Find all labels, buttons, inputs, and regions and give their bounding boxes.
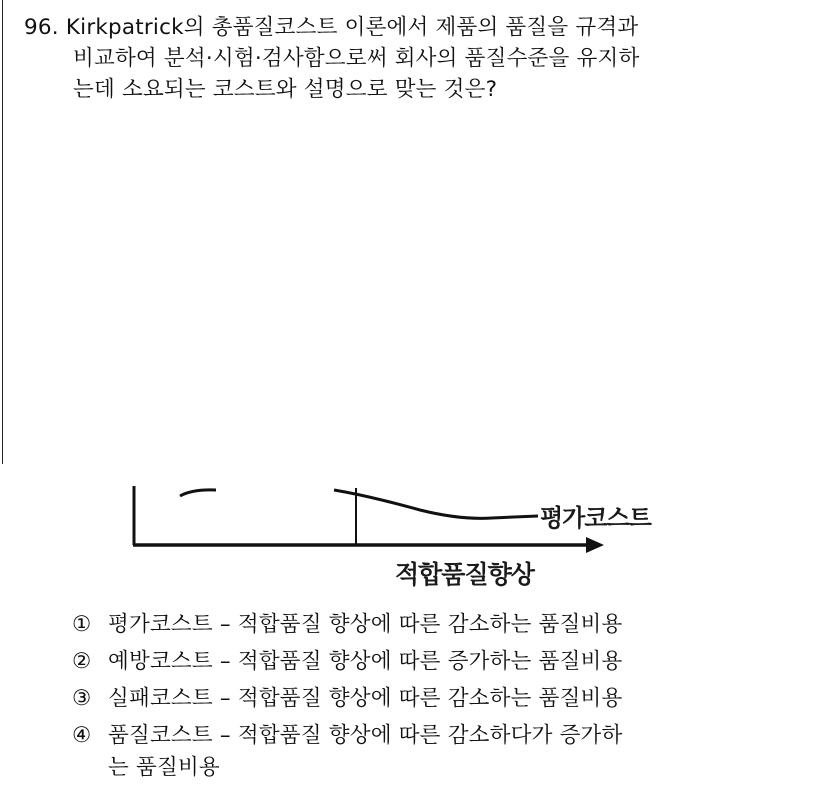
option-3-text: 실패코스트 – 적합품질 향상에 따른 감소하는 품질비용 bbox=[108, 686, 623, 711]
option-3[interactable] bbox=[72, 680, 812, 717]
question-number: 96. bbox=[24, 15, 59, 40]
answer-options bbox=[72, 606, 812, 782]
option-1[interactable] bbox=[72, 606, 812, 643]
question-text-1: Kirkpatrick의 총품질코스트 이론에서 제품의 품질을 규격과 bbox=[65, 15, 639, 40]
option-1-text: 평가코스트 – 적합품질 향상에 따른 감소하는 품질비용 bbox=[108, 612, 623, 637]
curve-fragment-left bbox=[180, 490, 216, 496]
option-1-number: ① bbox=[72, 612, 92, 637]
question-block bbox=[24, 12, 804, 105]
quality-cost-diagram bbox=[120, 476, 720, 598]
axis-label: 적합품질향상 bbox=[395, 560, 534, 589]
option-2-number: ② bbox=[72, 649, 92, 674]
option-4-text: 품질코스트 – 적합품질 향상에 따른 감소하다가 증가하 bbox=[108, 723, 623, 748]
question-line-2: 비교하여 분석·시험·검사함으로써 회사의 품질수준을 유지하 bbox=[73, 46, 640, 71]
question-line-1 bbox=[24, 12, 804, 43]
question-line-3: 는데 소요되는 코스트와 설명으로 맞는 것은? bbox=[73, 77, 498, 102]
x-axis-arrowhead bbox=[586, 537, 604, 553]
option-2[interactable] bbox=[72, 643, 812, 680]
option-4-text-continued: 는 품질비용 bbox=[108, 755, 220, 780]
option-4-number: ④ bbox=[72, 723, 92, 748]
option-3-number: ③ bbox=[72, 686, 92, 711]
appraisal-cost-curve bbox=[334, 490, 538, 518]
option-4[interactable] bbox=[72, 717, 812, 782]
option-2-text: 예방코스트 – 적합품질 향상에 따른 증가하는 품질비용 bbox=[108, 649, 623, 674]
left-margin-rule bbox=[2, 0, 3, 464]
curve-label: 평가코스트 bbox=[540, 503, 651, 532]
quality-cost-figure bbox=[120, 476, 720, 598]
